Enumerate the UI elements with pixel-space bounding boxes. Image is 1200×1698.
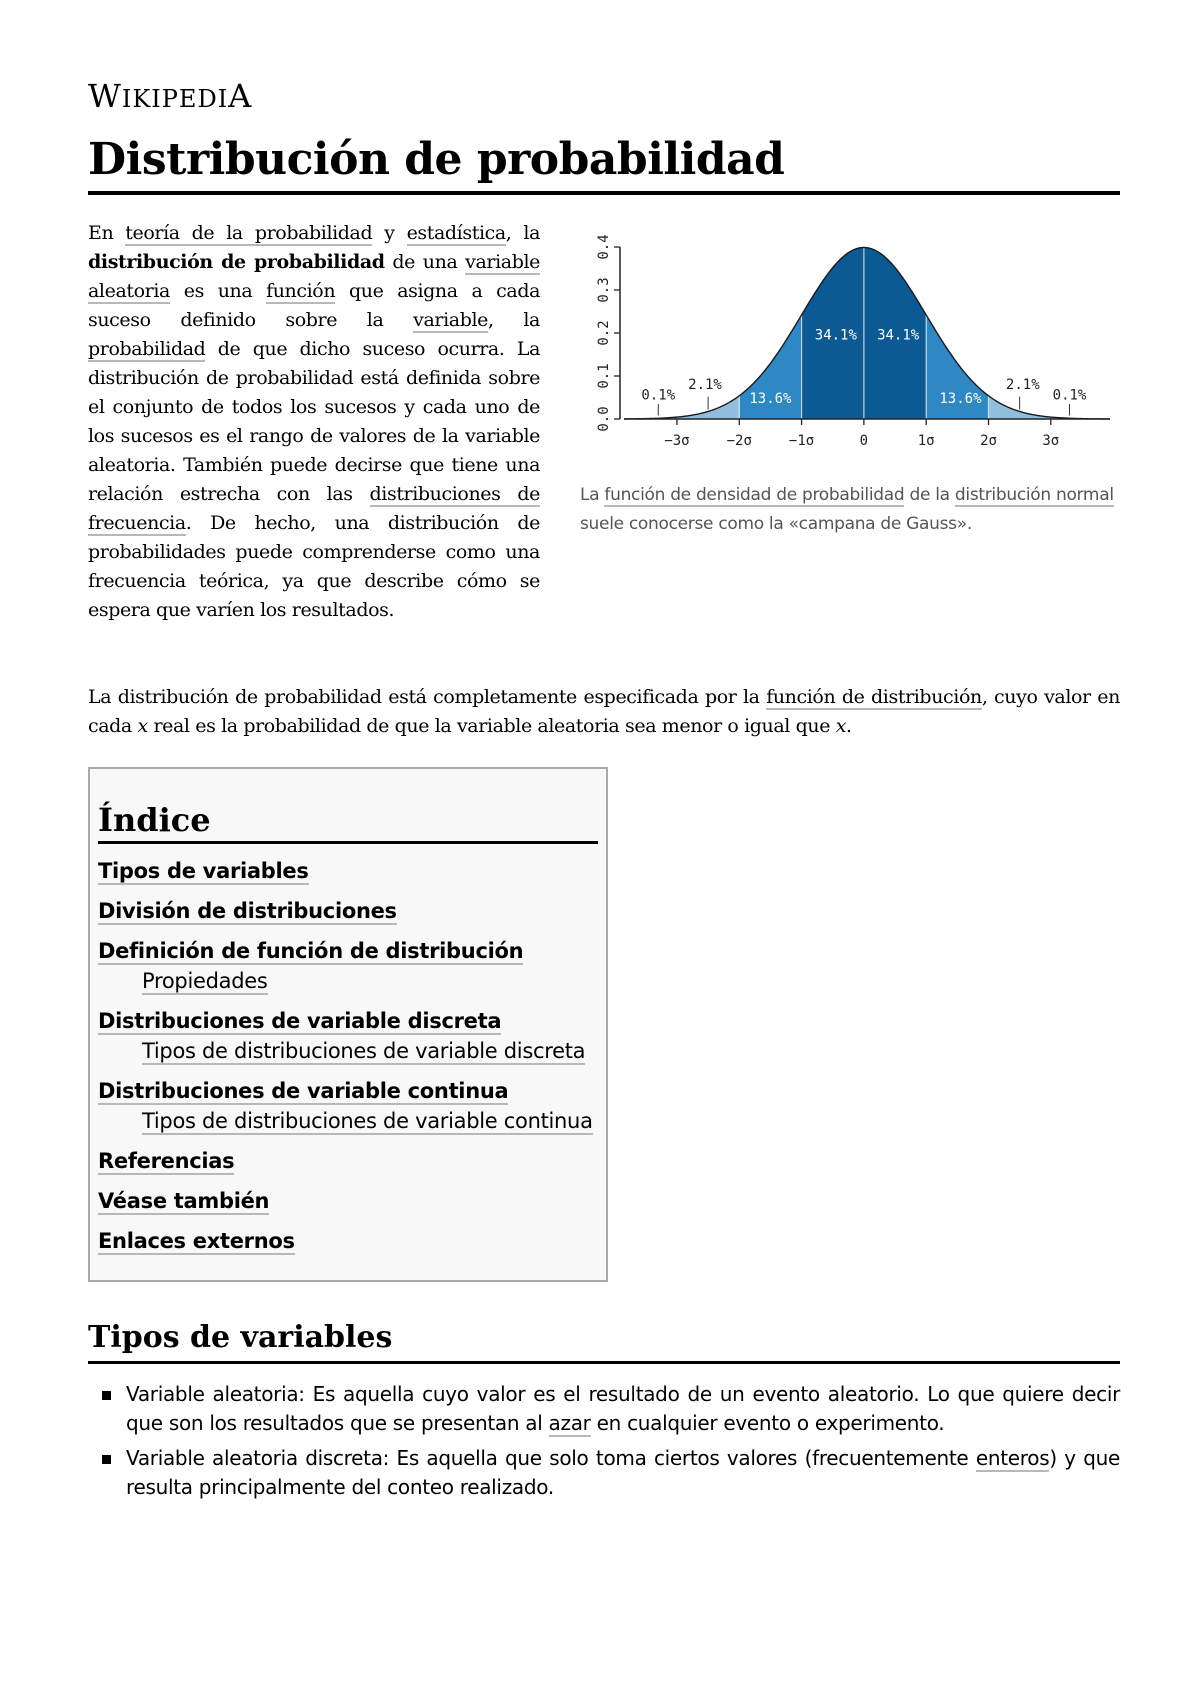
toc-title: Índice (98, 801, 598, 844)
x-tick-label: −1σ (788, 433, 815, 449)
region-label: 13.6% (749, 391, 792, 408)
toc-item (98, 1186, 598, 1216)
toc-item (98, 856, 598, 886)
link-estadistica[interactable]: estadística (406, 222, 506, 244)
toc-link-tipos-variables[interactable]: Tipos de variables (98, 859, 309, 883)
bullet-square-icon (102, 1391, 111, 1400)
link-distribuciones-frecuencia[interactable]: distribuciones de frecuencia (88, 483, 540, 534)
variable-types-list (88, 1380, 1120, 1502)
x-tick-label: 2σ (980, 433, 997, 449)
link-variable[interactable]: variable (413, 309, 488, 331)
region-label: 34.1% (814, 327, 857, 344)
intro-paragraph: En teoría de la probabilidad y estadística, la distribución de probabilidad de una variable aleatoria es una función que asigna a cada suceso definido sobre la variable, la probabilidad de que dicho suceso ocurra. La distribución de probabilidad está definida sobre el conjunto de todos los sucesos y cada uno de los sucesos es el rango de valores de la variable aleatoria. También puede decirse que tiene una relación estrecha con las distribuciones de frecuencia. De hecho, una distribución de probabilidades puede comprenderse como una frecuencia teórica, ya que describe cómo se espera que varíen los resultados. (88, 222, 541, 621)
region-label: 34.1% (877, 327, 920, 344)
toc-item (98, 896, 598, 926)
y-tick-label: 0.1 (596, 363, 612, 389)
toc-link-discreta[interactable]: Distribuciones de variable discreta (98, 1009, 502, 1033)
toc-link-vease[interactable]: Véase también (98, 1189, 270, 1213)
link-distribucion-normal[interactable]: distribución normal (954, 485, 1114, 505)
region-label: 2.1% (1005, 376, 1040, 393)
toc-link-continua[interactable]: Distribuciones de variable continua (98, 1079, 509, 1103)
tail-label: 0.1% (1052, 387, 1087, 404)
toc-list (98, 856, 598, 1256)
toc-item (98, 1146, 598, 1176)
toc-link-division[interactable]: División de distribuciones (98, 899, 397, 923)
link-funcion-densidad[interactable]: función de densidad de probabilidad (604, 485, 905, 505)
link-enteros[interactable]: enteros (975, 1446, 1050, 1470)
article-page (88, 77, 1120, 1508)
link-funcion-distribucion[interactable]: función de distribución (766, 686, 982, 708)
x-tick-label: 3σ (1042, 433, 1060, 449)
table-of-contents (88, 767, 608, 1282)
page-title: Distribución de probabilidad (88, 134, 1120, 195)
toc-link-tipos-discreta[interactable]: Tipos de distribuciones de variable discreta (142, 1039, 586, 1063)
bell-curve-chart[interactable] (580, 229, 1120, 469)
normal-distribution-figure (580, 229, 1120, 539)
wikipedia-logo[interactable]: WIKIPEDIA (88, 77, 253, 115)
y-tick-label: 0.4 (596, 234, 612, 260)
toc-link-definicion[interactable]: Definición de función de distribución (98, 939, 524, 963)
intro-section (88, 219, 1120, 659)
toc-item (98, 1076, 598, 1136)
toc-item (98, 1226, 598, 1256)
x-tick-label: 1σ (917, 433, 935, 449)
definition-paragraph: La distribución de probabilidad está completamente especificada por la función de distribución, cuyo valor en cada x real es la probabilidad de que la variable aleatoria sea menor o igual que x. (88, 686, 1120, 737)
toc-link-tipos-continua[interactable]: Tipos de distribuciones de variable continua (142, 1109, 593, 1133)
x-tick-label: −2σ (726, 433, 752, 449)
y-tick-label: 0.3 (596, 277, 612, 303)
toc-item (98, 1006, 598, 1066)
list-item: Variable aleatoria: Es aquella cuyo valor es el resultado de un evento aleatorio. Lo que quiere decir que son los resultados que se presentan al azar en cualquier evento o experimento. (88, 1380, 1120, 1438)
y-tick-label: 0.2 (596, 320, 612, 346)
y-tick-label: 0.0 (596, 406, 612, 432)
link-azar[interactable]: azar (548, 1411, 591, 1435)
section-heading-tipos-variables: Tipos de variables (88, 1320, 1120, 1364)
link-teoria-probabilidad[interactable]: teoría de la probabilidad (125, 222, 373, 244)
toc-link-enlaces[interactable]: Enlaces externos (98, 1229, 295, 1253)
x-tick-label: −3σ (664, 433, 690, 449)
region-label: 2.1% (688, 376, 722, 393)
list-item: Variable aleatoria discreta: Es aquella que solo toma ciertos valores (frecuentemente enteros) y que resulta principalmente del conteo realizado. (88, 1444, 1120, 1502)
link-probabilidad[interactable]: probabilidad (88, 338, 206, 360)
bullet-square-icon (102, 1455, 111, 1464)
figure-caption: La función de densidad de probabilidad de la distribución normal suele conocerse como la «campana de Gauss». (580, 485, 1114, 534)
link-variable-aleatoria[interactable]: variable aleatoria (88, 251, 541, 302)
toc-link-referencias[interactable]: Referencias (98, 1149, 235, 1173)
toc-link-propiedades[interactable]: Propiedades (142, 969, 268, 993)
tail-label: 0.1% (641, 387, 676, 404)
x-tick-label: 0 (859, 433, 869, 449)
bold-term: distribución de probabilidad (88, 251, 385, 273)
link-funcion[interactable]: función (266, 280, 336, 302)
toc-item (98, 936, 598, 996)
region-label: 13.6% (939, 391, 982, 408)
